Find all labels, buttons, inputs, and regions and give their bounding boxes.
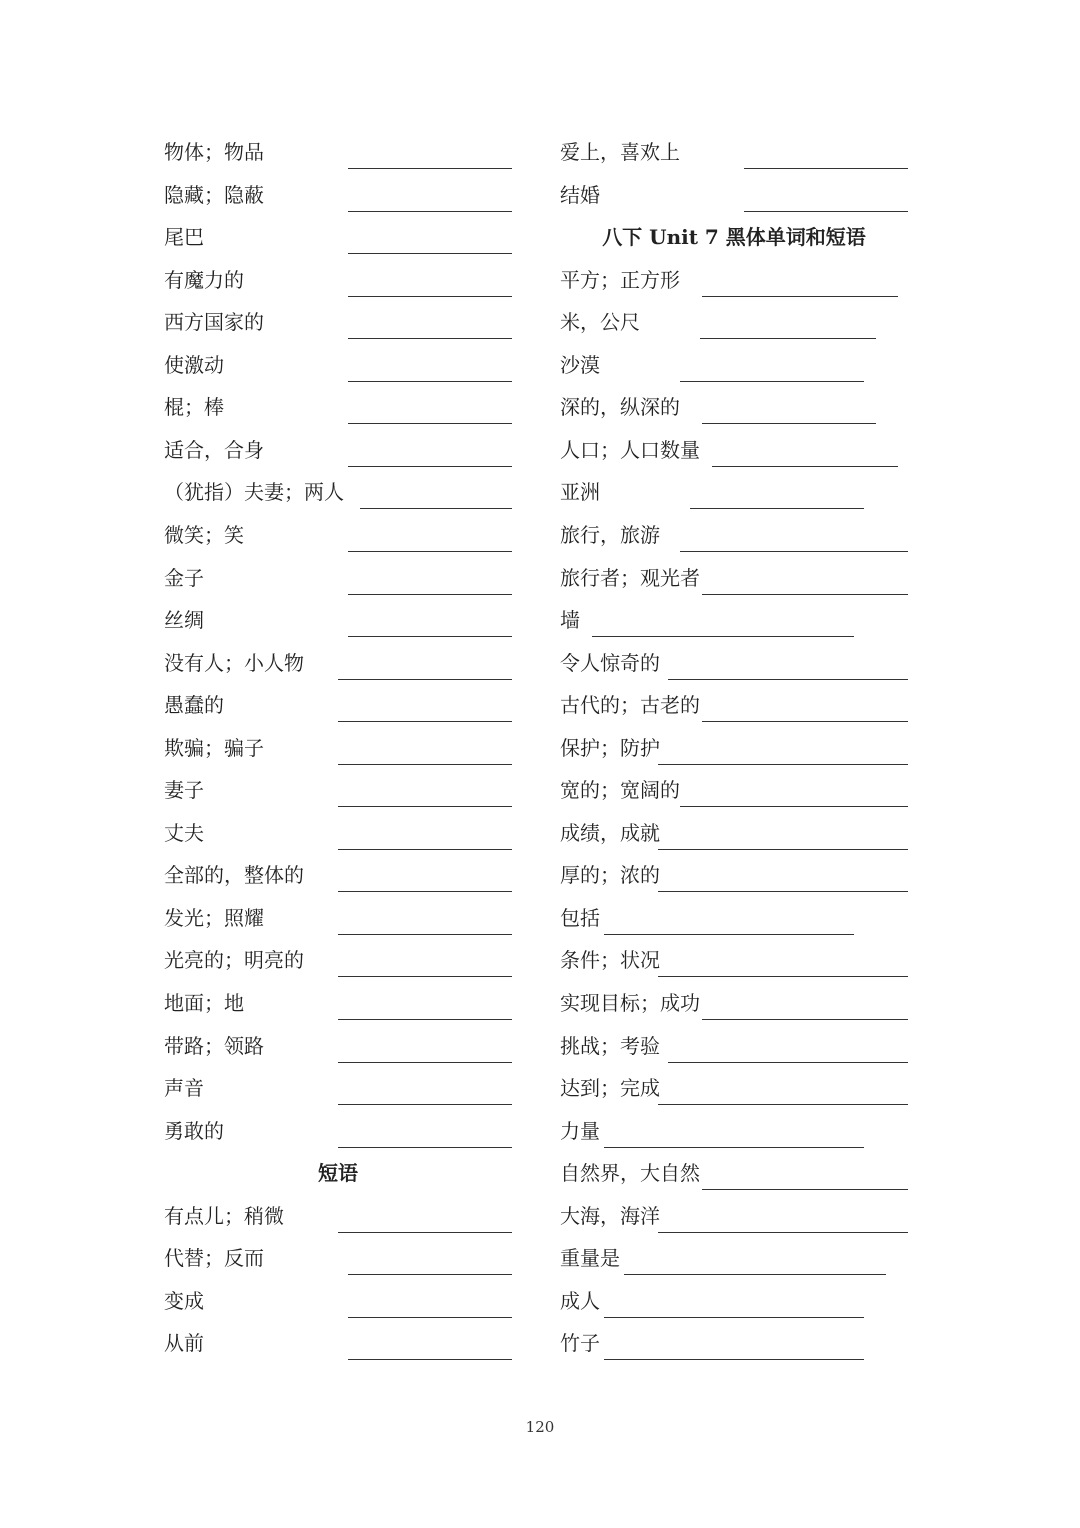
- phrase-row: [164, 1202, 516, 1244]
- vocab-row: [560, 393, 880, 435]
- answer-blank-line: [348, 253, 512, 254]
- vocab-label: 地面；地: [164, 991, 244, 1015]
- vocab-label: 保护；防护: [560, 735, 660, 760]
- vocab-label: 没有人；小人物: [164, 650, 304, 675]
- answer-blank-line: [680, 381, 864, 382]
- answer-blank-line: [348, 636, 512, 637]
- answer-blank-line: [700, 338, 876, 339]
- answer-blank-line: [338, 764, 512, 765]
- answer-blank-line: [338, 1147, 512, 1148]
- vocab-row: [164, 1117, 516, 1159]
- vocab-label: 包括: [560, 905, 600, 930]
- vocab-row: [560, 1159, 912, 1201]
- vocab-label: 亚洲: [560, 480, 600, 505]
- vocab-label: 力量: [560, 1118, 600, 1143]
- vocab-row: [164, 564, 516, 606]
- vocab-row: [164, 436, 516, 478]
- vocab-label: 自然界，大自然: [560, 1161, 700, 1186]
- vocab-row: [560, 819, 912, 861]
- answer-blank-line: [658, 976, 908, 977]
- answer-blank-line: [348, 551, 512, 552]
- answer-blank-line: [744, 211, 908, 212]
- vocab-label: 深的，纵深的: [560, 395, 680, 420]
- answer-blank-line: [658, 1232, 908, 1233]
- answer-blank-line: [338, 849, 512, 850]
- answer-blank-line: [702, 594, 908, 595]
- vocab-label: 宽的；宽阔的: [560, 778, 680, 803]
- vocab-row: [560, 734, 912, 776]
- vocab-label: 实现目标；成功: [560, 991, 700, 1015]
- vocab-row: [164, 904, 516, 946]
- vocab-row: [560, 564, 912, 606]
- answer-blank-line: [338, 934, 512, 935]
- answer-blank-line: [338, 679, 512, 680]
- answer-blank-line: [338, 806, 512, 807]
- vocab-label: 令人惊奇的: [560, 650, 660, 675]
- answer-blank-line: [658, 764, 908, 765]
- answer-blank-line: [348, 1317, 512, 1318]
- vocab-label: 带路；领路: [164, 1033, 264, 1058]
- answer-blank-line: [702, 1019, 908, 1020]
- vocab-label: 有魔力的: [164, 267, 244, 292]
- answer-blank-line: [680, 806, 908, 807]
- vocab-row: [164, 819, 516, 861]
- answer-blank-line: [338, 891, 512, 892]
- vocab-label: 微笑；笑: [164, 522, 244, 547]
- phrase-row: [560, 138, 912, 180]
- answer-blank-line: [604, 1359, 864, 1360]
- answer-blank-line: [338, 721, 512, 722]
- vocab-row: [560, 861, 912, 903]
- answer-blank-line: [624, 1274, 886, 1275]
- vocab-row: [164, 989, 516, 1031]
- answer-blank-line: [360, 508, 512, 509]
- vocab-row: [164, 181, 516, 223]
- answer-blank-line: [348, 1274, 512, 1275]
- vocab-label: 人口；人口数量: [560, 437, 700, 462]
- answer-blank-line: [348, 466, 512, 467]
- vocab-label: 墙: [560, 608, 580, 633]
- vocab-row: [560, 351, 868, 393]
- vocab-label: 隐藏；隐蔽: [164, 182, 264, 207]
- vocab-label: 适合，合身: [164, 437, 264, 462]
- vocab-label: 丝绸: [164, 608, 204, 633]
- answer-blank-line: [348, 211, 512, 212]
- vocab-row: [560, 266, 902, 308]
- vocab-label: 丈夫: [164, 820, 204, 845]
- answer-blank-line: [592, 636, 854, 637]
- vocab-label: 成绩，成就: [560, 820, 660, 845]
- answer-blank-line: [338, 1062, 512, 1063]
- answer-blank-line: [668, 1062, 908, 1063]
- answer-blank-line: [348, 381, 512, 382]
- vocab-row: [164, 266, 516, 308]
- section-heading-unit: 八下 Unit 7 黑体单词和短语: [602, 225, 866, 250]
- vocab-row: [164, 138, 516, 180]
- vocab-row: [164, 351, 516, 393]
- vocab-label: 大海，海洋: [560, 1203, 660, 1228]
- answer-blank-line: [348, 296, 512, 297]
- vocab-row: [560, 649, 912, 691]
- answer-blank-line: [658, 849, 908, 850]
- vocab-row: [560, 308, 880, 350]
- vocab-row: [164, 393, 516, 435]
- vocab-label: 竹子: [560, 1331, 600, 1356]
- vocab-label: 挑战；考验: [560, 1033, 660, 1058]
- answer-blank-line: [668, 679, 908, 680]
- vocab-label: 发光；照耀: [164, 905, 264, 930]
- answer-blank-line: [338, 1019, 512, 1020]
- vocab-row: [164, 521, 516, 563]
- phrase-row: [164, 1329, 516, 1371]
- section-heading-phrases: 短语: [318, 1161, 358, 1186]
- vocab-row: [164, 691, 516, 733]
- vocab-row: [164, 1074, 516, 1116]
- vocab-row: [560, 904, 858, 946]
- vocab-row: [560, 1074, 912, 1116]
- vocab-label: （犹指）夫妻；两人: [164, 480, 344, 505]
- vocab-label: 妻子: [164, 778, 204, 803]
- answer-blank-line: [338, 1104, 512, 1105]
- vocab-label: 旅行者；观光者: [560, 565, 700, 590]
- vocab-label: 重量是: [560, 1246, 620, 1271]
- vocab-label: 古代的；古老的: [560, 693, 700, 718]
- vocab-label: 有点儿；稍微: [164, 1203, 284, 1228]
- answer-blank-line: [680, 551, 908, 552]
- vocab-row: [560, 989, 912, 1031]
- vocab-row: [560, 691, 912, 733]
- answer-blank-line: [348, 338, 512, 339]
- answer-blank-line: [702, 423, 876, 424]
- answer-blank-line: [604, 934, 854, 935]
- answer-blank-line: [702, 1189, 908, 1190]
- vocab-row: [560, 776, 912, 818]
- answer-blank-line: [658, 1104, 908, 1105]
- answer-blank-line: [338, 1232, 512, 1233]
- answer-blank-line: [348, 168, 512, 169]
- phrase-row: [164, 1287, 516, 1329]
- answer-blank-line: [712, 466, 898, 467]
- answer-blank-line: [348, 423, 512, 424]
- vocab-label: 条件；状况: [560, 948, 660, 973]
- vocab-row: [560, 478, 868, 520]
- vocab-row: [164, 776, 516, 818]
- vocab-label: 沙漠: [560, 352, 600, 377]
- vocab-row: [560, 946, 912, 988]
- vocab-row: [164, 946, 516, 988]
- vocab-label: 棍；棒: [164, 395, 224, 420]
- vocab-row: [164, 861, 516, 903]
- vocab-row: [560, 1202, 912, 1244]
- vocab-label: 爱上，喜欢上: [560, 140, 680, 164]
- vocab-row: [164, 1032, 516, 1074]
- vocab-row: [164, 308, 516, 350]
- vocab-label: 光亮的；明亮的: [164, 948, 304, 973]
- vocab-label: 达到；完成: [560, 1076, 660, 1101]
- answer-blank-line: [702, 721, 908, 722]
- vocab-label: 成人: [560, 1288, 600, 1313]
- answer-blank-line: [658, 891, 908, 892]
- answer-blank-line: [744, 168, 908, 169]
- phrase-row: [560, 181, 912, 223]
- vocab-label: 米，公尺: [560, 310, 640, 335]
- vocab-label: 从前: [164, 1331, 204, 1356]
- vocab-label: 厚的；浓的: [560, 863, 660, 888]
- vocab-row: [560, 1287, 868, 1329]
- vocab-label: 愚蠢的: [164, 693, 224, 718]
- answer-blank-line: [348, 1359, 512, 1360]
- answer-blank-line: [604, 1317, 864, 1318]
- vocab-row: [164, 734, 516, 776]
- vocab-row: [560, 436, 902, 478]
- vocab-row: [560, 1329, 868, 1371]
- vocab-label: 结婚: [560, 182, 600, 207]
- vocab-row: [560, 606, 858, 648]
- vocab-row: [560, 1244, 890, 1286]
- vocab-label: 声音: [164, 1076, 204, 1101]
- vocab-row: [164, 223, 516, 265]
- vocab-label: 旅行，旅游: [560, 522, 660, 547]
- answer-blank-line: [338, 976, 512, 977]
- vocab-label: 尾巴: [164, 225, 204, 250]
- answer-blank-line: [690, 508, 864, 509]
- vocab-label: 全部的，整体的: [164, 863, 304, 888]
- vocab-label: 代替；反而: [164, 1246, 264, 1271]
- vocab-label: 平方；正方形: [560, 267, 680, 292]
- vocab-row: [164, 649, 516, 691]
- vocab-label: 金子: [164, 565, 204, 590]
- vocab-label: 物体；物品: [164, 140, 264, 164]
- vocab-row: [560, 1117, 868, 1159]
- vocab-label: 使激动: [164, 352, 224, 377]
- vocab-row: [560, 1032, 912, 1074]
- answer-blank-line: [604, 1147, 864, 1148]
- vocab-label: 勇敢的: [164, 1118, 224, 1143]
- answer-blank-line: [702, 296, 898, 297]
- phrase-row: [164, 1244, 516, 1286]
- page-number: 120: [525, 1418, 555, 1436]
- vocab-row: [164, 606, 516, 648]
- vocab-label: 变成: [164, 1288, 204, 1313]
- vocab-label: 欺骗；骗子: [164, 735, 264, 760]
- vocab-row: [560, 521, 912, 563]
- vocab-row: [164, 478, 516, 520]
- answer-blank-line: [348, 594, 512, 595]
- vocab-label: 西方国家的: [164, 310, 264, 335]
